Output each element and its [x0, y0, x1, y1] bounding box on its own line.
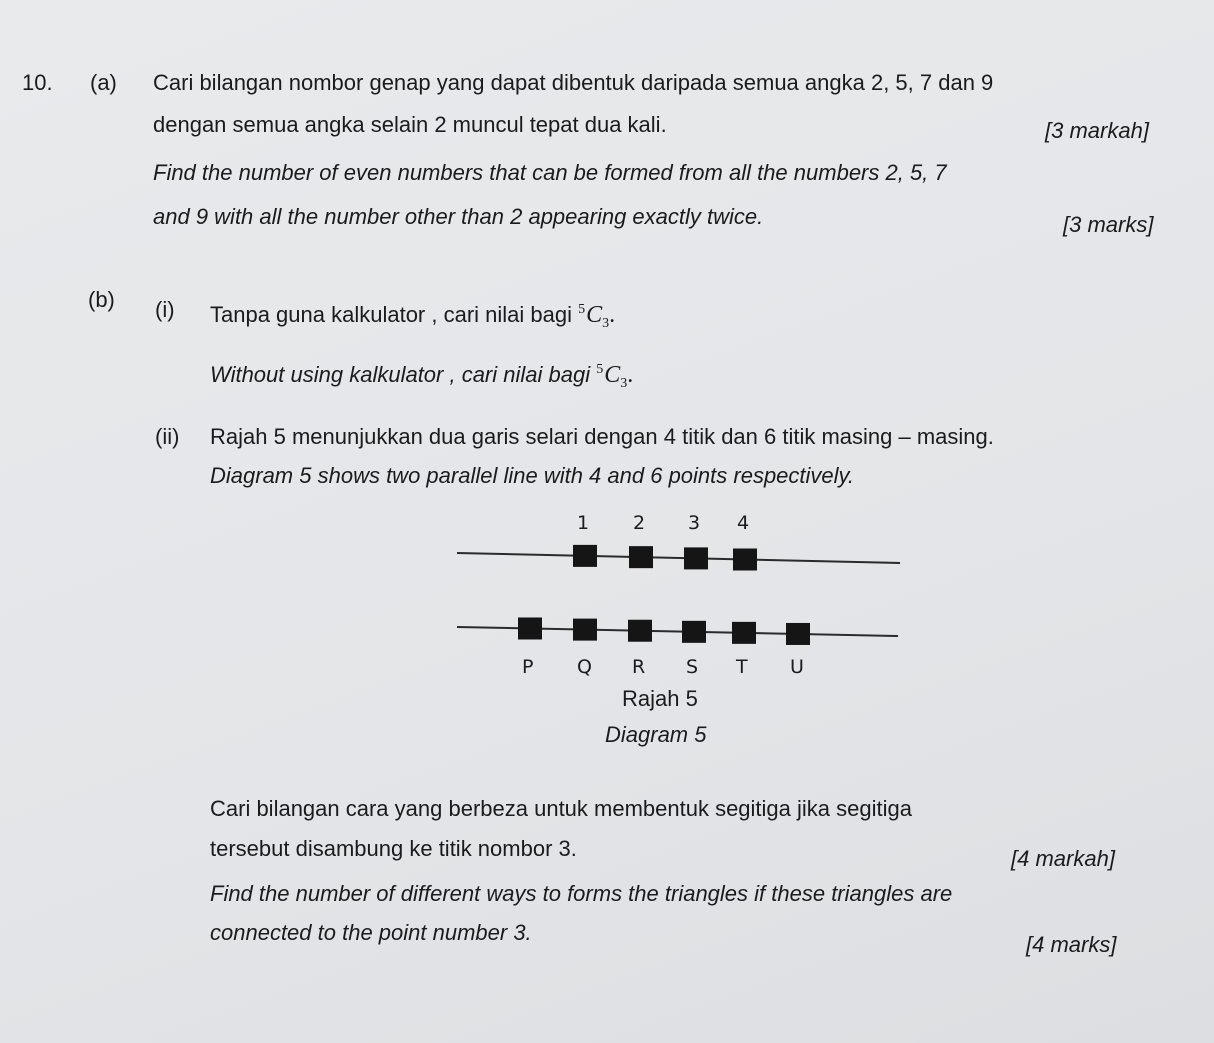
- part-a-english-line1: Find the number of even numbers that can be formed from all the numbers 2, 5, 7: [153, 160, 947, 185]
- part-b-ii-english-line1: Find the number of different ways to forms the triangles if these triangles are: [210, 881, 953, 906]
- part-a-english-marks: [3 marks]: [1063, 212, 1154, 237]
- bottom-point: [518, 617, 542, 639]
- bottom-point: [682, 621, 706, 643]
- part-b-ii-label: (ii): [155, 424, 180, 449]
- part-b-ii-english: Diagram 5 shows two parallel line with 4 and 6 points respectively.: [210, 463, 855, 488]
- bottom-point-label: T: [736, 656, 748, 678]
- top-point: [573, 545, 597, 567]
- question-text: Without using kalkulator , cari nilai bagi: [210, 362, 591, 387]
- part-b-ii-malay-line1: Cari bilangan cara yang berbeza untuk membentuk segitiga jika segitiga: [210, 796, 912, 821]
- bottom-point: [573, 619, 597, 641]
- part-a-malay-line1: Cari bilangan nombor genap yang dapat dibentuk daripada semua angka 2, 5, 7 dan 9: [153, 70, 994, 95]
- part-b-ii-malay-line2: tersebut disambung ke titik nombor 3.: [210, 836, 577, 861]
- part-b-ii-english-marks: [4 marks]: [1026, 932, 1117, 957]
- part-b-ii-malay-marks: [4 markah]: [1011, 846, 1115, 871]
- r: 3: [602, 316, 610, 331]
- top-parallel-line: [457, 553, 900, 563]
- bottom-point: [628, 620, 652, 642]
- period: .: [627, 362, 634, 388]
- bottom-point-label: S: [686, 656, 699, 678]
- c: C: [586, 302, 603, 328]
- bottom-point-label: Q: [577, 656, 592, 678]
- n: 5: [596, 362, 604, 377]
- top-point-label: 3: [688, 512, 701, 534]
- c: C: [604, 362, 621, 388]
- bottom-point-label: U: [790, 656, 804, 678]
- part-b-ii-english-line2: connected to the point number 3.: [210, 920, 532, 945]
- top-point: [733, 549, 757, 571]
- part-a-english-line2: and 9 with all the number other than 2 appearing exactly twice.: [153, 204, 764, 229]
- caption-english: Diagram 5: [605, 722, 707, 747]
- part-b-ii-malay: Rajah 5 menunjukkan dua garis selari dengan 4 titik dan 6 titik masing – masing.: [210, 424, 994, 449]
- top-point-label: 4: [737, 512, 750, 534]
- question-text: Tanpa guna kalkulator , cari nilai bagi: [210, 302, 573, 327]
- top-point-label: 1: [577, 512, 590, 534]
- top-point: [629, 546, 653, 568]
- part-b-label: (b): [88, 287, 115, 312]
- part-b-i-label: (i): [155, 297, 175, 322]
- bottom-point: [786, 623, 810, 645]
- part-a-malay-line2: dengan semua angka selain 2 muncul tepat dua kali.: [153, 112, 667, 137]
- bottom-point-label: P: [522, 656, 534, 678]
- marks-text: [3 markah]: [1045, 118, 1149, 143]
- top-point: [684, 547, 708, 569]
- bottom-point: [732, 622, 756, 644]
- bottom-point-label: R: [632, 656, 646, 678]
- part-a-label: (a): [90, 70, 117, 95]
- r: 3: [620, 376, 628, 391]
- question-number: 10.: [22, 70, 53, 95]
- top-point-label: 2: [633, 512, 646, 534]
- n: 5: [578, 302, 586, 317]
- caption-malay: Rajah 5: [622, 686, 698, 711]
- period: .: [609, 302, 616, 328]
